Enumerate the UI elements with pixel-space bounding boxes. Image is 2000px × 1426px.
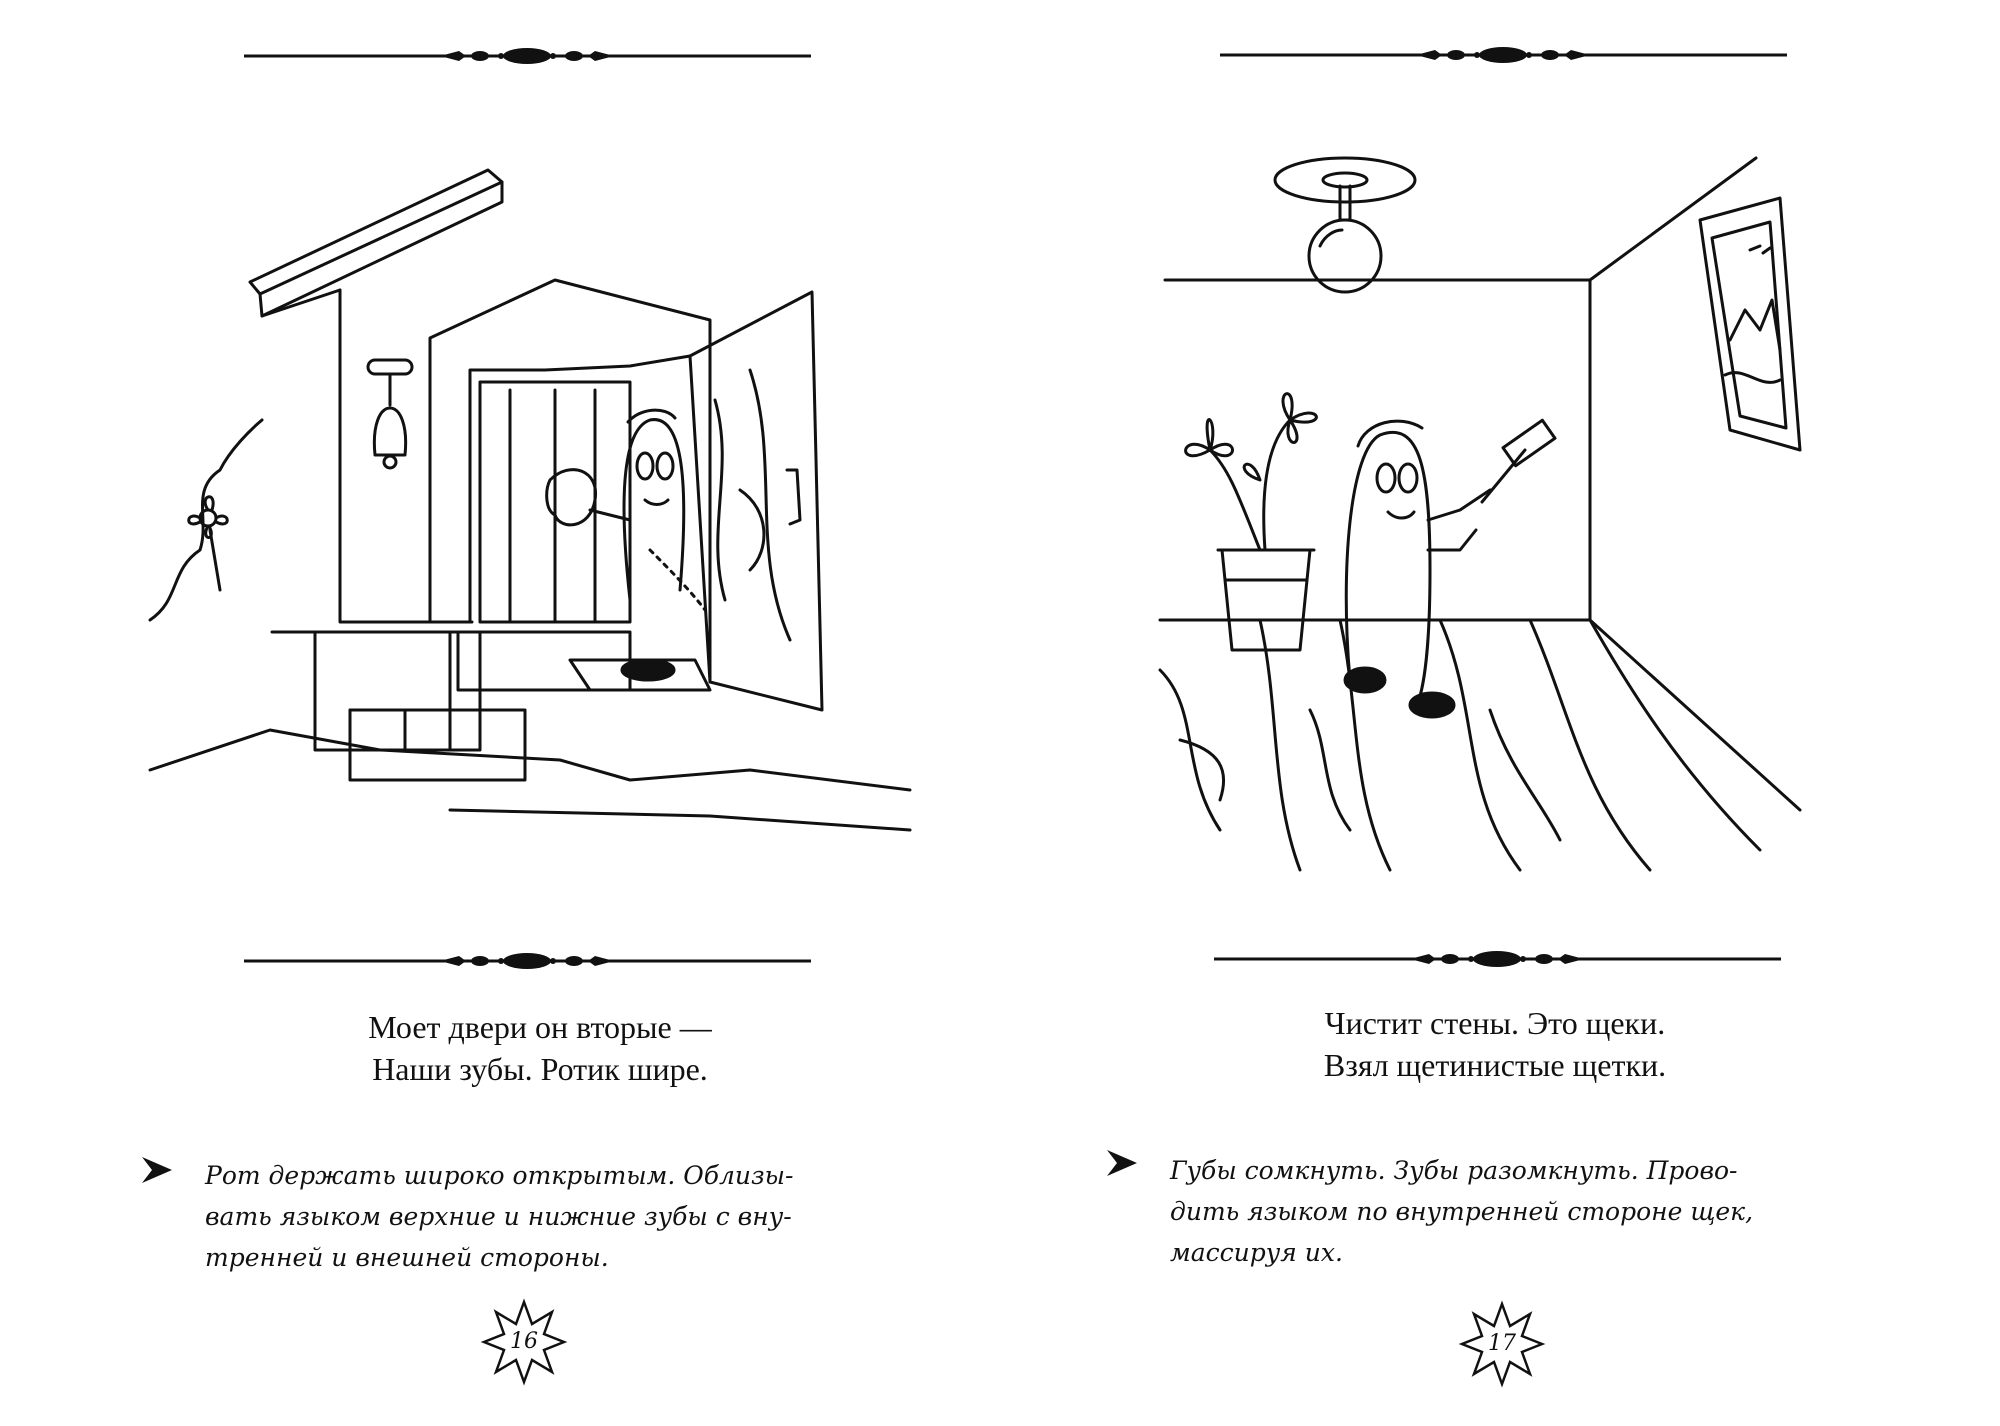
- instruction-line: массируя их.: [1170, 1238, 1343, 1267]
- ornament-divider-top: [244, 46, 811, 66]
- verse-line: Моет двери он вторые —: [368, 1009, 712, 1045]
- house-door-washing-illustration: [150, 170, 910, 860]
- ornament-divider-bottom: [1214, 949, 1781, 969]
- instruction-line: тренней и внешней стороны.: [205, 1243, 609, 1272]
- page-number: 17: [1488, 1331, 1516, 1356]
- ornament-divider-top: [1220, 45, 1787, 65]
- right-page: [1000, 0, 2000, 1426]
- arrowhead-bullet-icon: [140, 1155, 174, 1185]
- instruction-line: Рот держать широко открытым. Облизы-: [205, 1161, 794, 1190]
- instruction-line: дить языком по внутренней стороне щек,: [1170, 1197, 1754, 1226]
- arrowhead-bullet-icon: [1105, 1148, 1139, 1178]
- verse: [1260, 1002, 1730, 1086]
- page-number-badge: [482, 1300, 566, 1384]
- verse-line: Наши зубы. Ротик шире.: [372, 1051, 708, 1087]
- verse-line: Чистит стены. Это щеки.: [1324, 1005, 1666, 1041]
- ornament-divider-bottom: [244, 951, 811, 971]
- instruction-line: вать языком верхние и нижние зубы с вну-: [205, 1202, 792, 1231]
- room-wall-brushing-illustration: [1160, 150, 1820, 890]
- page-number: 16: [510, 1329, 538, 1354]
- verse: [300, 1006, 780, 1090]
- verse-line: Взял щетинистые щетки.: [1323, 1047, 1667, 1083]
- instruction-line: Губы сомкнуть. Зубы разомкнуть. Прово-: [1170, 1156, 1738, 1185]
- page-number-badge: [1460, 1302, 1544, 1386]
